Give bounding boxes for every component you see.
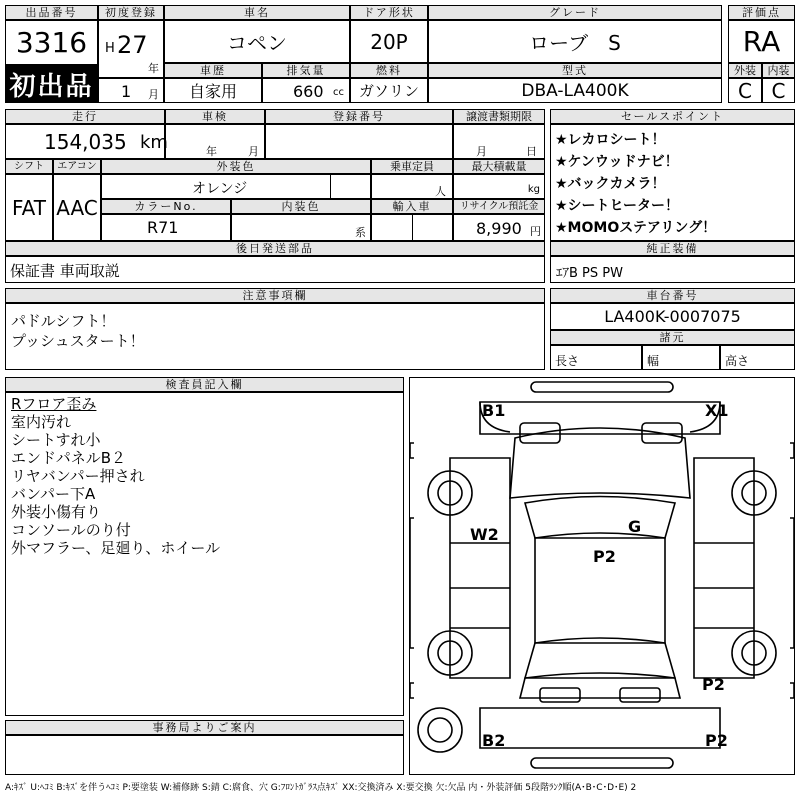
exterior-color-label: 外装色 (101, 159, 371, 174)
door-type: 20P (350, 20, 428, 63)
displacement-unit: cc (333, 87, 344, 98)
office-notice-label: 事務局よりご案内 (5, 720, 404, 735)
fuel: ガソリン (350, 78, 428, 103)
inspector-line: 室内汚れ (11, 413, 72, 431)
divider (412, 215, 413, 242)
mark-rear-right-bumper: P2 (705, 731, 728, 750)
mileage: 154,035 (44, 130, 127, 154)
exterior-grade-label: 外装 (728, 63, 762, 78)
damage-diagram (409, 377, 795, 775)
inspector-line: Rフロア歪み (11, 395, 97, 413)
mark-front-right: X1 (705, 401, 729, 420)
interior-grade: C (762, 78, 795, 103)
max-load-label: 最大積載量 (453, 159, 545, 174)
recycle-cell (453, 214, 545, 241)
car-name: コペン (164, 20, 350, 63)
era: H (105, 41, 115, 56)
sales-point-item: ★ケンウッドナビ！ (555, 154, 679, 170)
registration-number-label: 登録番号 (265, 109, 453, 124)
interior-color-unit: 系 (355, 226, 366, 239)
sales-point-item: ★レカロシート！ (555, 132, 666, 148)
grade-label: グレード (428, 5, 722, 20)
mileage-cell (5, 124, 168, 159)
mark-left-side: W2 (470, 525, 499, 544)
year-unit: 年 (148, 62, 159, 75)
fuel-label: 燃料 (350, 63, 428, 78)
mark-rear-right: P2 (702, 675, 725, 694)
mark-rear-left: B2 (482, 731, 506, 750)
later-parts-label: 後日発送部品 (5, 241, 545, 256)
capacity-cell (371, 174, 453, 199)
registration-year: 27 (117, 31, 148, 59)
equipment-label: 純正装備 (550, 241, 795, 256)
inspector-line: 外マフラー、足廻り、ホイール (11, 539, 221, 557)
lot-number: 3316 (5, 20, 98, 65)
width-label: 幅 (642, 345, 720, 370)
month-unit: 月 (148, 88, 159, 101)
import-car-cell (371, 214, 453, 241)
sales-point-item: ★シートヒーター！ (555, 198, 679, 214)
sales-points (550, 124, 795, 241)
inspection-year-unit: 年 (206, 145, 217, 158)
inspector-line: 外装小傷有り (11, 503, 102, 521)
displacement: 660 (293, 82, 324, 101)
registration-number (265, 124, 453, 159)
mark-front-left: B1 (482, 401, 506, 420)
inspector-line: コンソールのり付 (11, 521, 131, 539)
auction-score: RA (728, 20, 795, 63)
specs-label: 諸元 (550, 330, 795, 345)
displacement-cell (262, 78, 350, 103)
mileage-unit: km (140, 132, 168, 153)
model-label: 型式 (428, 63, 722, 78)
inspection-cell (165, 124, 265, 159)
car-name-label: 車名 (164, 5, 350, 20)
inspection-month-unit: 月 (248, 145, 259, 158)
inspector-line: エンドパネルB２ (11, 449, 126, 467)
lot-number-label: 出品番号 (5, 5, 98, 20)
first-registration-label: 初度登録 (98, 5, 164, 20)
first-registration-month-cell (98, 78, 164, 103)
recycle-unit: 円 (530, 225, 541, 238)
first-registration-year-cell (98, 20, 164, 78)
note-line: パドルシフト！ (11, 312, 116, 330)
inspector-line: リヤバンパー押され (11, 467, 145, 485)
transfer-day-unit: 日 (526, 145, 537, 158)
interior-color-cell (231, 214, 371, 241)
exterior-color-cell (101, 174, 371, 199)
equipment: ｴｱB PS PW (550, 256, 795, 283)
car-outline (410, 378, 794, 774)
import-car-label: 輸入車 (371, 199, 453, 214)
sales-point-item: ★バックカメラ！ (555, 176, 666, 192)
sales-point-item: ★MOMOステアリング！ (555, 220, 717, 236)
max-load-cell (453, 174, 545, 199)
interior-grade-label: 内装 (762, 63, 795, 78)
mark-hood: G (628, 517, 642, 536)
grade: ローブ S (428, 20, 722, 63)
length-label: 長さ (550, 345, 642, 370)
chassis-number-label: 車台番号 (550, 288, 795, 303)
mileage-label: 走行 (5, 109, 165, 124)
transfer-deadline-label: 譲渡書類期限 (453, 109, 545, 124)
max-load-unit: kg (527, 184, 540, 195)
mark-roof: P2 (593, 547, 616, 566)
note-line: プッシュスタート！ (11, 332, 145, 350)
color-number-cell (101, 214, 231, 241)
transfer-deadline-cell (453, 124, 545, 159)
color-number: R71 (147, 218, 179, 237)
chassis-number: LA400K-0007075 (550, 303, 795, 330)
aircon-label: エアコン (53, 159, 101, 174)
displacement-label: 排気量 (262, 63, 350, 78)
color-number-label: カラーNo. (101, 199, 231, 214)
shift-label: シフト (5, 159, 53, 174)
notes (5, 303, 545, 370)
notes-label: 注意事項欄 (5, 288, 545, 303)
first-listing-badge: 初出品 (5, 65, 98, 103)
capacity-label: 乗車定員 (371, 159, 453, 174)
sales-points-label: セールスポイント (550, 109, 795, 124)
door-type-label: ドア形状 (350, 5, 428, 20)
inspector-line: バンパー下A (11, 485, 96, 503)
exterior-grade: C (728, 78, 762, 103)
later-parts: 保証書 車両取説 (5, 256, 545, 283)
inspector-notes (5, 392, 404, 716)
car-history: 自家用 (164, 78, 262, 103)
interior-color-label: 内装色 (231, 199, 371, 214)
recycle-label: リサイクル預託金 (453, 199, 545, 214)
inspector-line: シートすれ小 (11, 431, 101, 449)
legend: A:ｷｽﾞ U:ﾍｺﾐ B:ｷｽﾞを伴うﾍｺﾐ P:要塗装 W:補修跡 S:錆 C:腐食、穴 G:ﾌﾛﾝﾄｶﾞﾗｽ点ｷｽﾞ XX:交換済み X:要交換 欠:欠品 内・外装評価 5段階ﾗﾝｸ順(A･B･C･D･E) 2 (5, 783, 637, 793)
transfer-month-unit: 月 (476, 145, 487, 158)
history-label: 車歴 (164, 63, 262, 78)
aircon: AAC (53, 174, 101, 241)
inspection-label: 車検 (165, 109, 265, 124)
height-label: 高さ (720, 345, 795, 370)
score-label: 評価点 (728, 5, 795, 20)
shift: FAT (5, 174, 53, 241)
capacity-unit: 人 (435, 185, 446, 198)
office-notice (5, 735, 404, 775)
model-code: DBA-LA400K (428, 78, 722, 103)
exterior-color: オレンジ (192, 181, 248, 197)
divider (330, 175, 331, 200)
inspector-notes-label: 検査員記入欄 (5, 377, 404, 392)
recycle-fee: 8,990 (476, 219, 522, 238)
registration-month: 1 (121, 82, 132, 101)
